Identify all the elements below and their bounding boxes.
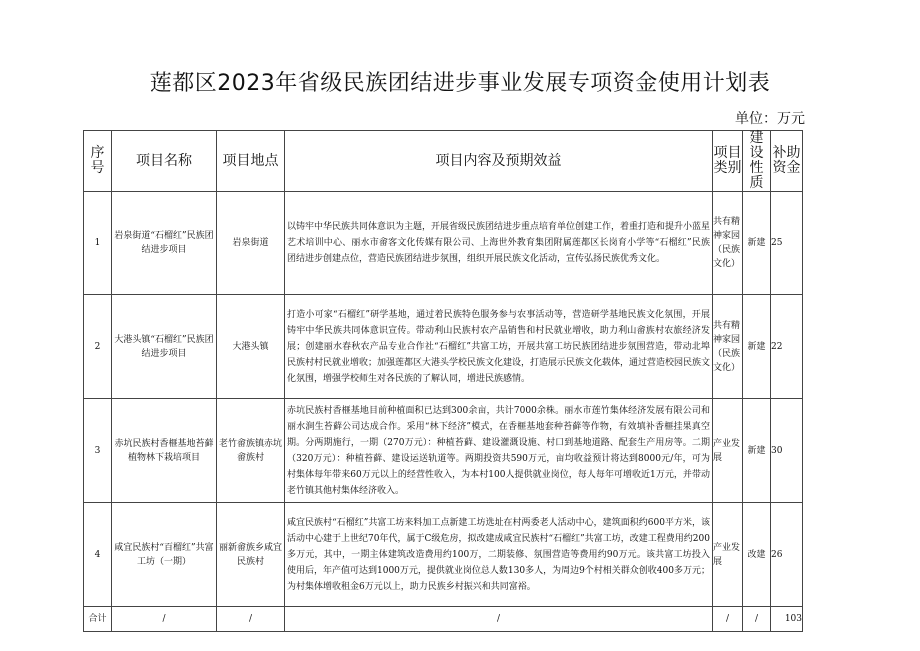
- total-slash: /: [713, 607, 743, 632]
- row-content: 赤坑民族村香榧基地目前种植面积已达到300余亩，共计7000余株。丽水市莲竹集体经济发展有限公司和丽水涧生苔藓公司达成合作。采用“林下经济”模式，在香榧基地套种苔藓等作物，有效填补香榧挂果真空期。分两期施行，一期（270万元）：种植苔藓、建设灌溉设施、村口到基地道路、配套生产用房等。二期（320万元）：种植苔藓、建设运送轨道等。两期投资共590万元，亩均收益预计将达到8000元/年，可为村集体每年带来60万元以上的经营性收入，为本村100人提供就业岗位，每人每年可增收近1万元，并带动老竹镇其他村集体经济收入。: [285, 399, 713, 503]
- row-funds: 22: [771, 295, 803, 399]
- row-category: 共有精神家园（民族文化）: [713, 295, 743, 399]
- row-seq: 3: [84, 399, 112, 503]
- page-title: 莲都区2023年省级民族团结进步事业发展专项资金使用计划表: [149, 71, 771, 96]
- row-seq: 1: [84, 192, 112, 295]
- header-funds: 补助资金: [771, 131, 803, 192]
- row-nature: 新建: [743, 399, 771, 503]
- row-funds: 26: [771, 503, 803, 607]
- total-slash: /: [217, 607, 285, 632]
- row-funds: 25: [771, 192, 803, 295]
- row-seq: 4: [84, 503, 112, 607]
- header-category: 项目类别: [713, 131, 743, 192]
- table-row: [84, 503, 803, 607]
- total-slash: /: [112, 607, 217, 632]
- row-location: 岩泉街道: [217, 192, 285, 295]
- row-funds: 30: [771, 399, 803, 503]
- header-seq: 序号: [84, 131, 112, 192]
- row-category: 共有精神家园（民族文化）: [713, 192, 743, 295]
- row-name: 咸宜民族村“百榴红”共富工坊（一期）: [112, 503, 217, 607]
- row-category: 产业发展: [713, 399, 743, 503]
- header-location: 项目地点: [217, 131, 285, 192]
- row-location: 老竹畲族镇赤坑畲族村: [217, 399, 285, 503]
- row-nature: 新建: [743, 192, 771, 295]
- row-seq: 2: [84, 295, 112, 399]
- unit-label: 单位：万元: [735, 111, 805, 127]
- row-nature: 新建: [743, 295, 771, 399]
- total-funds: 103: [771, 607, 803, 632]
- row-nature: 改建: [743, 503, 771, 607]
- total-row: [84, 607, 803, 632]
- fund-plan-table: [83, 130, 803, 632]
- table-row: [84, 399, 803, 503]
- row-content: 以铸牢中华民族共同体意识为主题，开展省级民族团结进步重点培育单位创建工作，着重打造和提升小蓝星艺术培训中心、丽水市畲客文化传媒有限公司、上海世外教育集团附属莲都区长岗育小学等“石榴红”民族团结进步创建点位，营造民族团结进步氛围，组织开展民族文化活动，宣传弘扬民族优秀文化。: [285, 192, 713, 295]
- row-location: 大港头镇: [217, 295, 285, 399]
- row-name: 岩泉街道“石榴红”民族团结进步项目: [112, 192, 217, 295]
- row-name: 赤坑民族村香榧基地苔藓植物林下栽培项目: [112, 399, 217, 503]
- total-slash: /: [743, 607, 771, 632]
- table-header-row: [84, 131, 803, 192]
- table-row: [84, 295, 803, 399]
- total-label: 合计: [84, 607, 112, 632]
- row-content: 咸宜民族村“石榴红”共富工坊来料加工点新建工坊选址在村两委老人活动中心，建筑面积约600平方米，该活动中心建于上世纪70年代，属于C级危房，拟改建成咸宜民族村“石榴红”共富工坊，改建工程费用约200多万元，其中，一期主体建筑改造费用约100万，二期装修、氛围营造等费用约90万元。该共富工坊投入使用后，年产值可达到1000万元，提供就业岗位总人数130多人，为周边9个村相关群众创收400多万元；为村集体增收租金6万元以上，助力民族乡村振兴和共同富裕。: [285, 503, 713, 607]
- row-category: 产业发展: [713, 503, 743, 607]
- header-name: 项目名称: [112, 131, 217, 192]
- header-nature: 建设性质: [743, 131, 771, 192]
- row-location: 丽新畲族乡咸宜民族村: [217, 503, 285, 607]
- total-slash: /: [285, 607, 713, 632]
- row-content: 打造小可家“石榴红”研学基地，通过着民族特色服务参与农事活动等，营造研学基地民族文化氛围，开展铸牢中华民族共同体意识宣传。带动利山民族村农产品销售和村民就业增收，助力利山畲族村农旅经济发展；创建丽水春秋农产品专业合作社“石榴红”共富工坊，开展共富工坊民族团结进步氛围营造，带动北埠民族村村民就业增收；加强莲都区大港头学校民族文化建设，打造展示民族文化载体，通过营造校园民族文化氛围，增强学校师生对各民族的了解认同，增进民族感情。: [285, 295, 713, 399]
- table-row: [84, 192, 803, 295]
- header-content: 项目内容及预期效益: [285, 131, 713, 192]
- row-name: 大港头镇“石榴红”民族团结进步项目: [112, 295, 217, 399]
